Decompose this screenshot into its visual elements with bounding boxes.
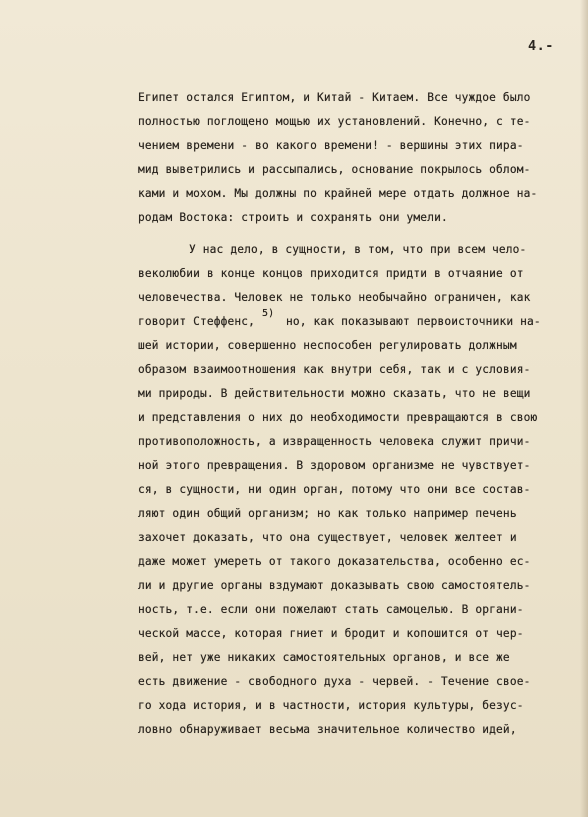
text-line: ческой массе, которая гниет и бродит и копошится от чер- [138, 627, 524, 640]
text-line: чением времени - во какого времени! - вершины этих пира- [138, 139, 524, 152]
text-line: ми природы. В действительности можно сказать, что не вещи [138, 387, 531, 400]
text-line: но, как показывают первоисточники на- [286, 315, 541, 328]
text-line: полностью поглощено мощью их установлений. Конечно, с те- [138, 115, 531, 128]
text-line: ной этого превращения. В здоровом организме не чувствует- [138, 459, 531, 472]
text-line: есть движение - свободного духа - червей. - Течение свое- [138, 675, 531, 688]
text-line: ли и другие органы вздумают доказывать свою самостоятель- [138, 579, 531, 592]
text-line: образом взаимоотношения как внутри себя, так и с условия- [138, 363, 531, 376]
text-line: захочет доказать, что она существует, человек желтеет и [138, 531, 517, 544]
text-line: говорит Стеффенс, [138, 315, 256, 328]
text-line: и представления о них до необходимости превращаются в свою [138, 411, 538, 424]
text-line: ловно обнаруживает весьма значительное количество идей, [138, 723, 517, 736]
text-line: даже может умереть от такого доказательства, особенно ес- [138, 555, 531, 568]
text-line: ность, т.е. если они пожелают стать самоцелью. В органи- [138, 603, 524, 616]
text-line: го хода история, и в частности, история культуры, безус- [138, 699, 524, 712]
text-line: мид выветрились и рассыпались, основание покрылось облом- [138, 163, 531, 176]
text-line: вей, нет уже никаких самостоятельных органов, и все же [138, 651, 510, 664]
text-line: человечества. Человек не только необычайно ограничен, как [138, 291, 531, 304]
footnote-marker: 5) [262, 308, 275, 319]
text-line: родам Востока: строить и сохранять они умели. [138, 211, 448, 224]
text-line: противоположность, а извращенность человека служит причи- [138, 435, 531, 448]
text-line: ся, в сущности, ни один орган, потому что они все состав- [138, 483, 531, 496]
text-line: ками и мохом. Мы должны по крайней мере отдать должное на- [138, 187, 538, 200]
text-line: веколюбии в конце концов приходится придти в отчаяние от [138, 267, 524, 280]
text-line: У нас дело, в сущности, в том, что при всем чело- [189, 243, 527, 256]
text-line: Египет остался Египтом, и Китай - Китаем. Все чуждое было [138, 91, 531, 104]
text-line: ляют один общий организм; но как только например печень [138, 507, 517, 520]
page-number: 4.- [528, 38, 554, 54]
text-line: шей истории, совершенно неспособен регулировать должным [138, 339, 517, 352]
